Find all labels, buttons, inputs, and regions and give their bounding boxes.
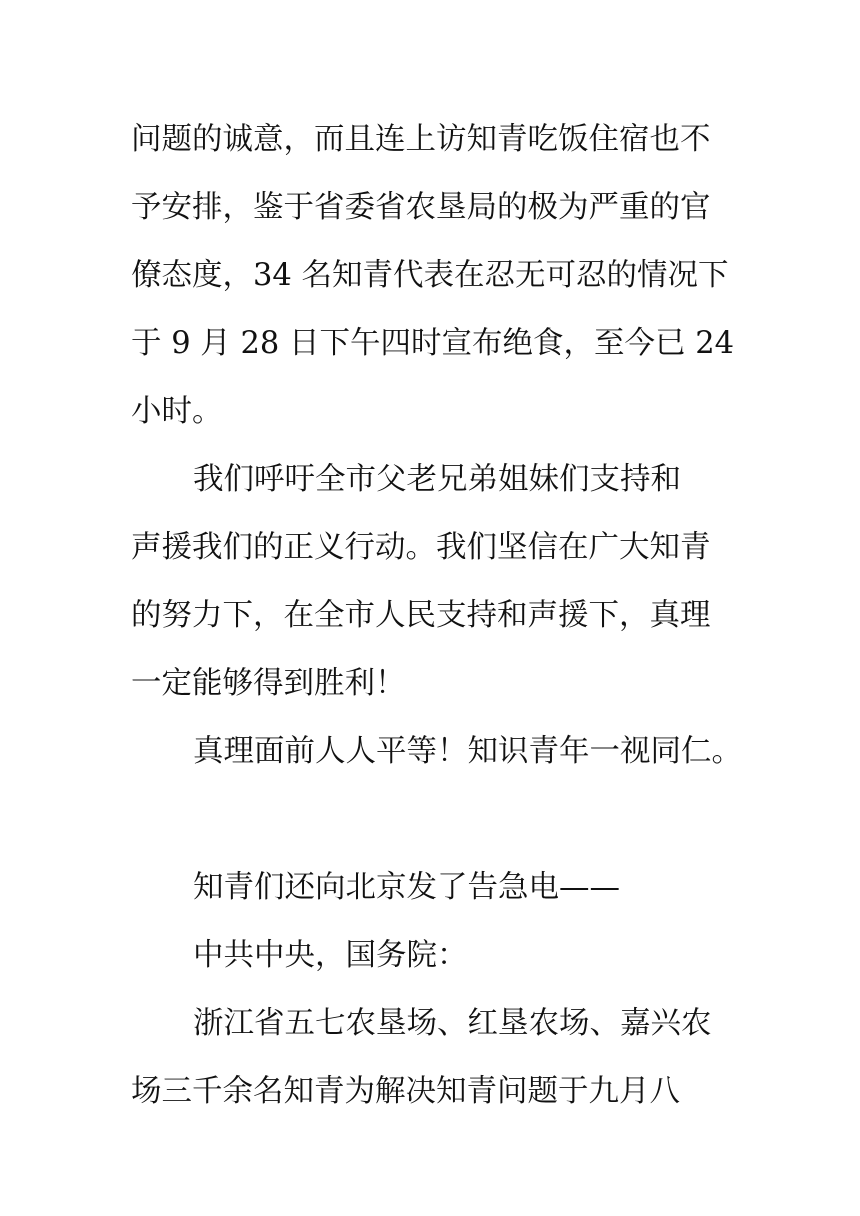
paragraph-start-line: 我们呼吁全市父老兄弟姐妹们支持和 [193,462,681,497]
text-line: 一定能够得到胜利！ [131,666,406,701]
text-line: 声援我们的正义行动。我们坚信在广大知青 [131,530,711,565]
text-line: 场三千余名知青为解决知青问题于九月八 [131,1074,680,1109]
paragraph-start-line: 知青们还向北京发了告急电—— [193,870,620,905]
paragraph-start-line: 真理面前人人平等！知识青年一视同仁。 [193,734,742,769]
text-line: 小时。 [131,394,223,429]
text-line: 于 9 月 28 日下午四时宣布绝食，至今已 24 [131,326,734,361]
paragraph-start-line: 浙江省五七农垦场、红垦农场、嘉兴农 [193,1006,712,1041]
document-body [131,106,742,1126]
salutation-line: 中共中央，国务院： [193,938,468,973]
text-line: 问题的诚意，而且连上访知青吃饭住宿也不 [131,122,711,157]
text-line: 的努力下，在全市人民支持和声援下，真理 [131,598,711,633]
paragraph-gap [131,786,735,854]
text-line: 僚态度，34 名知青代表在忍无可忍的情况下 [131,258,729,293]
text-line: 予安排，鉴于省委省农垦局的极为严重的官 [131,190,711,225]
